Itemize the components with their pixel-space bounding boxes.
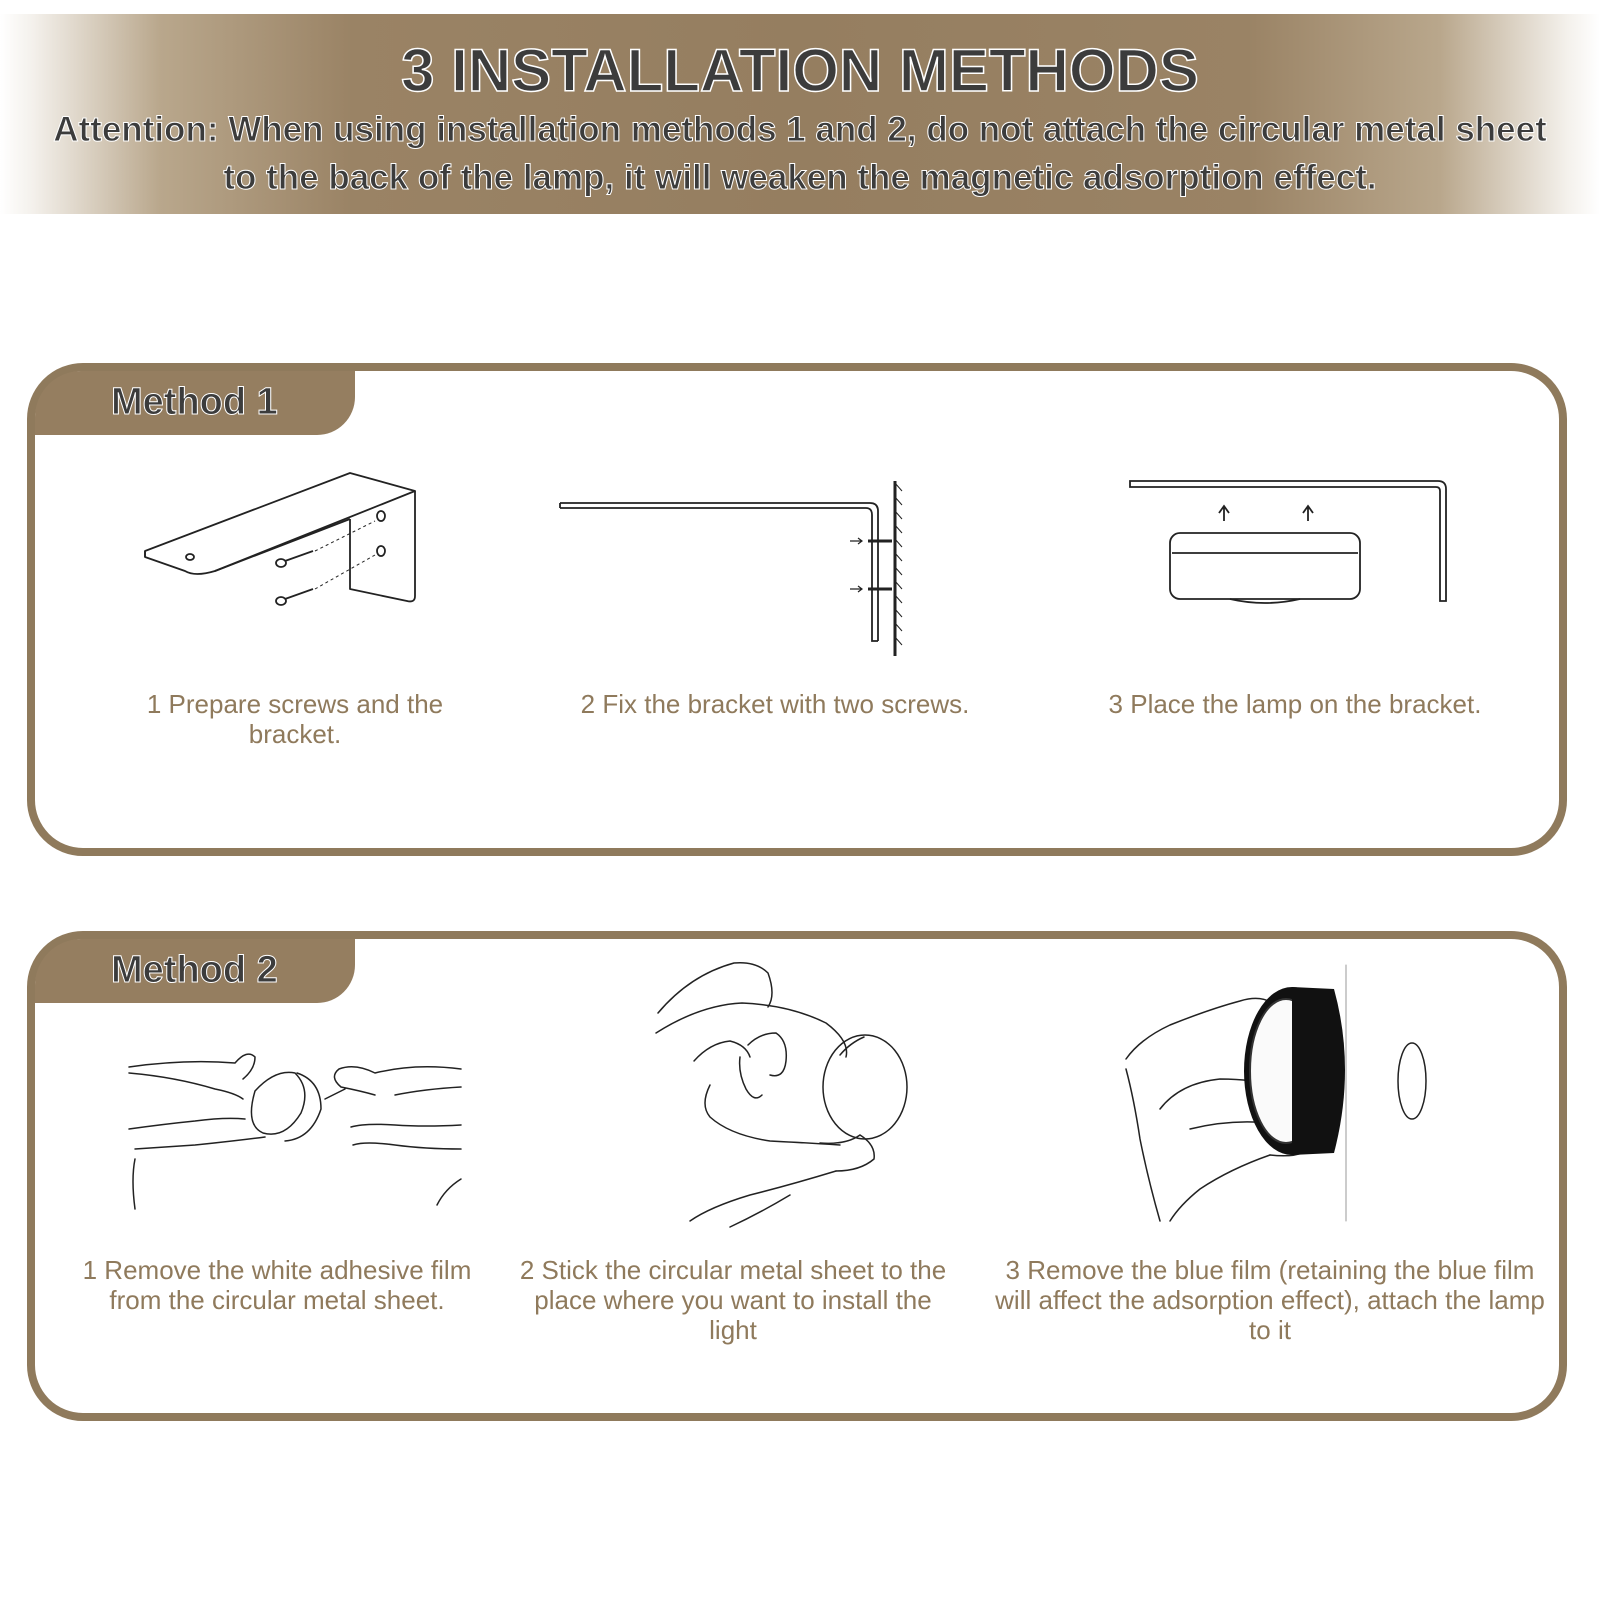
method-1-panel [27, 363, 1567, 856]
attaching-lamp-illustration [1120, 959, 1450, 1229]
method-2-label: Method 2 [111, 949, 278, 991]
method-1-step-1-caption: 1 Prepare screws and the bracket. [146, 689, 444, 749]
method-1-tab [35, 371, 355, 435]
header-banner [0, 14, 1600, 214]
method-2-tab [35, 939, 355, 1003]
bracket-with-screws-illustration [135, 461, 455, 631]
method-2-step-1-caption: 1 Remove the white adhesive film from the circular metal sheet. [82, 1255, 472, 1315]
method-2-step-2-caption: 2 Stick the circular metal sheet to the place where you want to install the light [519, 1255, 947, 1345]
bracket-screwed-to-wall-illustration [550, 471, 920, 661]
peeling-adhesive-film-illustration [125, 1029, 465, 1219]
method-1-step-3-caption: 3 Place the lamp on the bracket. [1108, 689, 1482, 719]
method-1-label: Method 1 [111, 381, 278, 423]
attention-note: Attention: When using installation methods 1 and 2, do not attach the circular metal sheet to the back of the lamp, it will weaken the magnetic adsorption effect. [53, 110, 1547, 197]
page-title: 3 INSTALLATION METHODS [401, 37, 1199, 104]
sticking-metal-sheet-illustration [650, 945, 950, 1235]
method-1-step-2-caption: 2 Fix the bracket with two screws. [580, 689, 970, 719]
lamp-on-bracket-illustration [1120, 471, 1460, 621]
method-2-step-3-caption: 3 Remove the blue film (retaining the blue film will affect the adsorption effect), attach the lamp to it [995, 1255, 1545, 1345]
method-2-panel [27, 931, 1567, 1421]
